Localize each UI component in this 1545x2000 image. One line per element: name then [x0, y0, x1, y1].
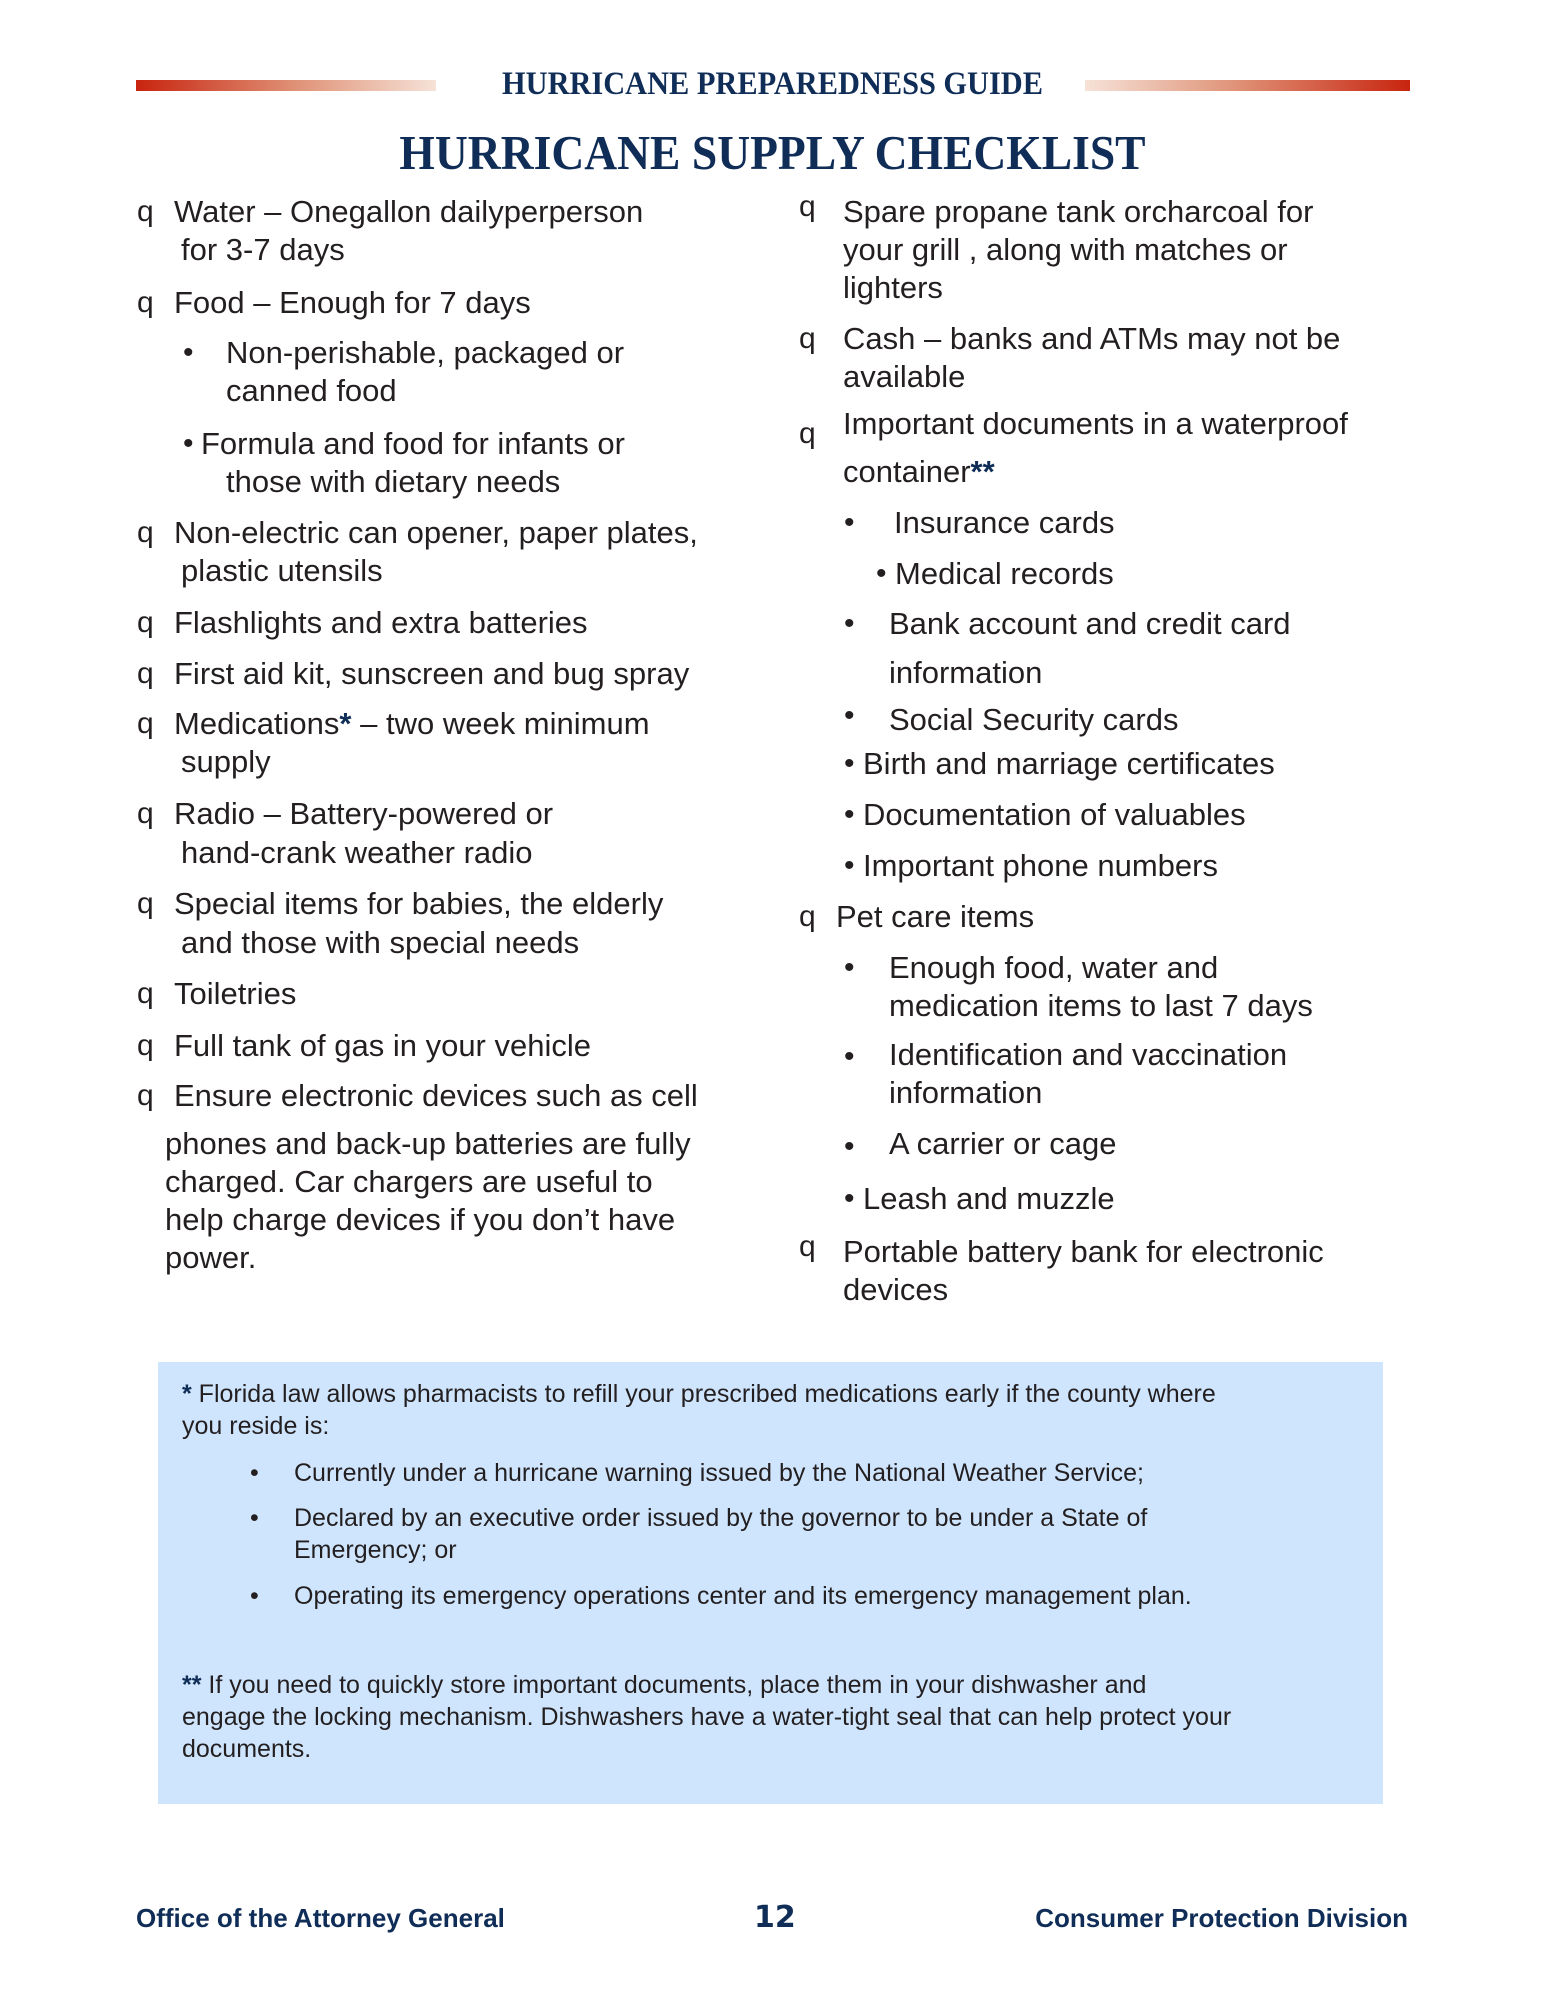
bullet-icon: •: [844, 1130, 855, 1163]
pet-item-identification-cont: information: [889, 1075, 1043, 1110]
checkbox-icon[interactable]: q: [799, 1230, 816, 1263]
footnote-documents-cont: documents.: [182, 1735, 312, 1763]
footer-office: Office of the Attorney General: [136, 1903, 505, 1933]
pet-item-carrier: A carrier or cage: [889, 1126, 1117, 1161]
checklist-item-first-aid: First aid kit, sunscreen and bug spray: [174, 656, 690, 691]
checklist-item-flashlights: Flashlights and extra batteries: [174, 605, 588, 640]
checklist-item-propane-cont: lighters: [843, 270, 943, 305]
bullet-icon: •: [844, 798, 855, 831]
checklist-item-cash: Cash – banks and ATMs may not be: [843, 321, 1341, 356]
bullet-icon: •: [250, 1582, 259, 1610]
footnote-marker: **: [970, 454, 995, 489]
checklist-item-radio: Radio – Battery-powered or: [174, 796, 554, 831]
checklist-item-devices-cont: power.: [165, 1240, 257, 1275]
footer-division: Consumer Protection Division: [1035, 1903, 1408, 1933]
doc-item-bank: Bank account and credit card: [889, 606, 1291, 641]
checklist-item-documents-cont: [843, 453, 995, 491]
doc-item-insurance: Insurance cards: [894, 505, 1115, 540]
footnote-medications-cont: you reside is:: [182, 1412, 330, 1440]
footnote-marker: **: [182, 1671, 202, 1699]
pet-item-food-cont: medication items to last 7 days: [889, 988, 1313, 1023]
checklist-item-devices-cont: help charge devices if you don’t have: [165, 1202, 676, 1237]
checklist-item-medications: [174, 705, 650, 743]
doc-item-medical: Medical records: [895, 556, 1114, 591]
checklist-item-water-cont: for 3-7 days: [181, 232, 345, 267]
bullet-icon: •: [844, 1182, 855, 1215]
checklist-item-propane: Spare propane tank orcharcoal for: [843, 194, 1314, 229]
checkbox-icon[interactable]: q: [137, 797, 154, 830]
checklist-item-pet-care: Pet care items: [836, 899, 1035, 934]
checkbox-icon[interactable]: q: [137, 657, 154, 690]
footnote-condition-warning: Currently under a hurricane warning issued by the National Weather Service;: [294, 1459, 1144, 1487]
checkbox-icon[interactable]: q: [137, 286, 154, 319]
pet-item-identification: Identification and vaccination: [889, 1037, 1288, 1072]
footnote-medications-text: Florida law allows pharmacists to refill your prescribed medications early if the county where: [191, 1380, 1216, 1408]
bullet-icon: •: [844, 506, 855, 539]
sub-item-formula-cont: those with dietary needs: [226, 464, 561, 499]
checkbox-icon[interactable]: q: [799, 417, 816, 450]
doc-item-bank-cont: information: [889, 655, 1043, 690]
sub-item-formula: Formula and food for infants or: [201, 426, 625, 461]
bullet-icon: •: [876, 557, 887, 590]
medications-detail: – two week minimum: [351, 706, 650, 741]
checkbox-icon[interactable]: q: [137, 516, 154, 549]
bullet-icon: •: [844, 607, 855, 640]
checklist-item-food: Food – Enough for 7 days: [174, 285, 531, 320]
checkbox-icon[interactable]: q: [799, 322, 816, 355]
bullet-icon: •: [250, 1459, 259, 1487]
documents-container-label: container: [843, 454, 971, 489]
checkbox-icon[interactable]: q: [799, 190, 816, 223]
guide-title: HURRICANE PREPAREDNESS GUIDE: [502, 66, 1043, 102]
checklist-item-opener-cont: plastic utensils: [181, 553, 383, 588]
checklist-item-devices: Ensure electronic devices such as cell: [174, 1078, 698, 1113]
bullet-icon: •: [844, 951, 855, 984]
checklist-item-devices-cont: phones and back-up batteries are fully: [165, 1126, 691, 1161]
checkbox-icon[interactable]: q: [137, 195, 154, 228]
footnote-condition-executive-order-cont: Emergency; or: [294, 1536, 457, 1564]
checklist-item-documents: Important documents in a waterproof: [843, 406, 1348, 441]
checkbox-icon[interactable]: q: [137, 977, 154, 1010]
checkbox-icon[interactable]: q: [137, 606, 154, 639]
checklist-item-radio-cont: hand-crank weather radio: [181, 835, 533, 870]
checklist-item-gas: Full tank of gas in your vehicle: [174, 1028, 591, 1063]
footnote-documents-cont: engage the locking mechanism. Dishwashers have a water-tight seal that can help protect your: [182, 1703, 1232, 1731]
checkbox-icon[interactable]: q: [137, 1079, 154, 1112]
checkbox-icon[interactable]: q: [137, 1029, 154, 1062]
sub-item-non-perishable-cont: canned food: [226, 373, 397, 408]
checklist-item-devices-cont: charged. Car chargers are useful to: [165, 1164, 653, 1199]
checkbox-icon[interactable]: q: [137, 887, 154, 920]
pet-item-leash: Leash and muzzle: [863, 1181, 1115, 1216]
checklist-item-special-needs-cont: and those with special needs: [181, 925, 580, 960]
checklist-item-special-needs: Special items for babies, the elderly: [174, 886, 664, 921]
bullet-icon: •: [844, 849, 855, 882]
footnote-condition-executive-order: Declared by an executive order issued by the governor to be under a State of: [294, 1504, 1148, 1532]
checkbox-icon[interactable]: q: [799, 900, 816, 933]
bullet-icon: •: [250, 1504, 259, 1532]
checklist-item-water: Water – Onegallon dailyperperson: [174, 194, 644, 229]
checklist-item-propane-cont: your grill , along with matches or: [843, 232, 1288, 267]
bullet-icon: •: [844, 699, 855, 732]
checklist-item-battery-bank: Portable battery bank for electronic: [843, 1234, 1324, 1269]
page-number: 12: [754, 1900, 796, 1935]
checklist-item-cash-cont: available: [843, 359, 966, 394]
footnote-medications: [182, 1378, 1216, 1410]
footnote-condition-eoc: Operating its emergency operations center and its emergency management plan.: [294, 1582, 1192, 1610]
doc-item-ssn: Social Security cards: [889, 702, 1179, 737]
doc-item-valuables: Documentation of valuables: [863, 797, 1246, 832]
bullet-icon: •: [183, 336, 194, 369]
footnote-marker: *: [339, 706, 352, 741]
checklist-item-toiletries: Toiletries: [174, 976, 297, 1011]
checklist-item-medications-cont: supply: [181, 744, 271, 779]
doc-item-phones: Important phone numbers: [863, 848, 1218, 883]
footnote-documents-text: If you need to quickly store important documents, place them in your dishwasher and: [201, 1671, 1147, 1699]
pet-item-food: Enough food, water and: [889, 950, 1219, 985]
sub-item-non-perishable: Non-perishable, packaged or: [226, 335, 625, 370]
checklist-item-battery-bank-cont: devices: [843, 1272, 949, 1307]
checkbox-icon[interactable]: q: [137, 707, 154, 740]
bullet-icon: •: [844, 747, 855, 780]
bullet-icon: •: [844, 1040, 855, 1073]
medications-label: Medications: [174, 706, 340, 741]
doc-item-birth: Birth and marriage certificates: [863, 746, 1275, 781]
footnotes-box: [158, 1362, 1383, 1804]
bullet-icon: •: [183, 427, 194, 460]
page-title: HURRICANE SUPPLY CHECKLIST: [399, 125, 1146, 180]
checklist-item-opener: Non-electric can opener, paper plates,: [174, 515, 698, 550]
footnote-marker: *: [182, 1380, 192, 1408]
footnote-documents: [182, 1669, 1146, 1701]
